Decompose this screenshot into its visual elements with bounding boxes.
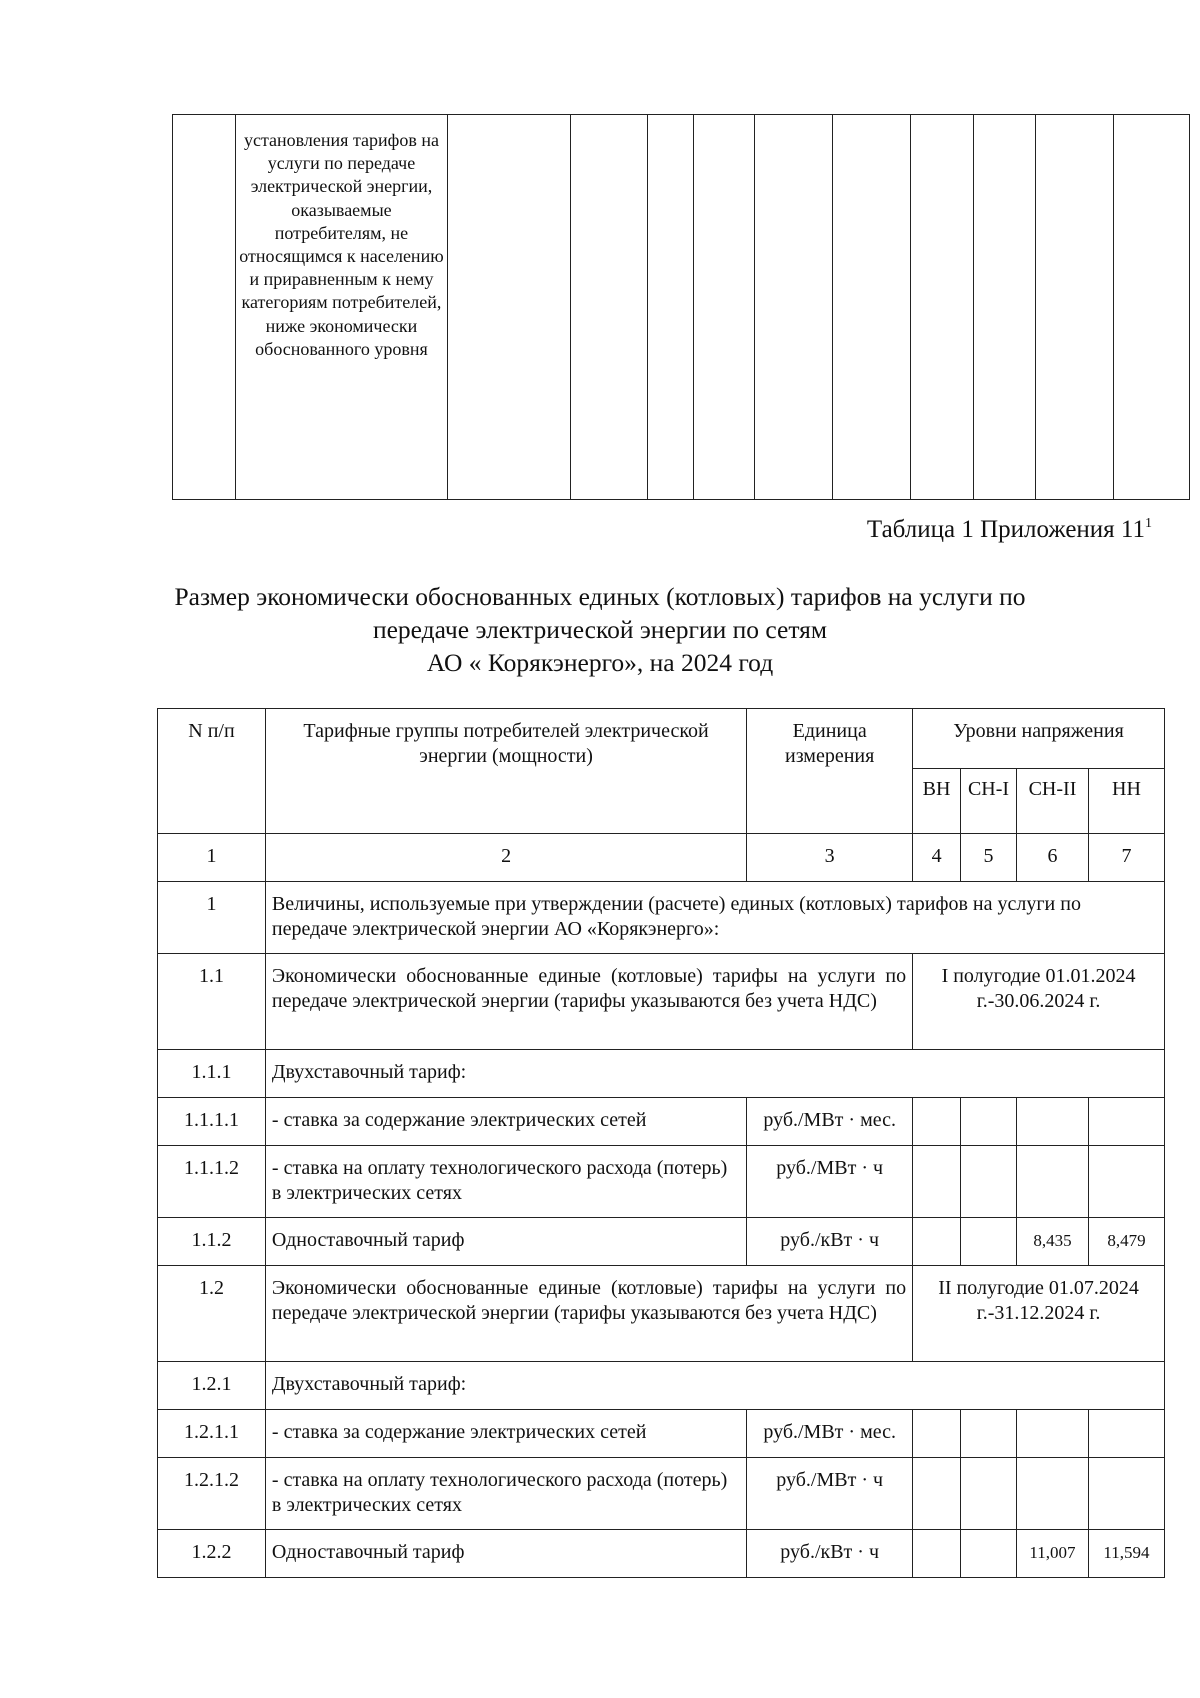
column-number: 7 bbox=[1088, 834, 1164, 882]
table-cell bbox=[832, 115, 910, 500]
header-row bbox=[158, 709, 1165, 769]
period-label: I полугодие 01.01.2024 г.-30.06.2024 г. bbox=[913, 954, 1165, 1050]
table-row bbox=[158, 1098, 1165, 1146]
column-number: 5 bbox=[961, 834, 1017, 882]
row-description: Двухставочный тариф: bbox=[265, 1362, 1164, 1410]
table-row bbox=[158, 954, 1165, 1050]
table-row bbox=[158, 1146, 1165, 1218]
table-cell bbox=[448, 115, 571, 500]
table-cell bbox=[694, 115, 755, 500]
table-cell bbox=[173, 115, 236, 500]
value-cell bbox=[913, 1530, 961, 1578]
row-description: Двухставочный тариф: bbox=[265, 1050, 1164, 1098]
table-cell bbox=[973, 115, 1036, 500]
unit-cell: руб./МВт · мес. bbox=[747, 1410, 913, 1458]
table-cell bbox=[1036, 115, 1114, 500]
col-header-unit: Единица измерения bbox=[747, 709, 913, 834]
table-cell bbox=[648, 115, 694, 500]
row-description: Экономически обоснованные единые (котловые) тарифы на услуги по передаче электрической энергии (тарифы указываются без учета НДС) bbox=[265, 954, 912, 1050]
row-number: 1.1 bbox=[158, 954, 266, 1050]
table-row bbox=[158, 1458, 1165, 1530]
row-number: 1.2.1 bbox=[158, 1362, 266, 1410]
row-number: 1.1.1.1 bbox=[158, 1098, 266, 1146]
row-description: Одноставочный тариф bbox=[265, 1530, 746, 1578]
title-line: Размер экономически обоснованных единых (котловых) тарифов на услуги по bbox=[174, 582, 1026, 611]
value-cell bbox=[1017, 1410, 1089, 1458]
column-number: 6 bbox=[1017, 834, 1089, 882]
value-cell bbox=[913, 1218, 961, 1266]
table-cell bbox=[1114, 115, 1190, 500]
row-description: - ставка на оплату технологического расхода (потерь) в электрических сетях bbox=[265, 1458, 746, 1530]
row-description: - ставка на оплату технологического расхода (потерь) в электрических сетях bbox=[265, 1146, 746, 1218]
value-sn2: 11,007 bbox=[1017, 1530, 1089, 1578]
value-cell bbox=[961, 1530, 1017, 1578]
col-header-vn: ВН bbox=[913, 769, 961, 834]
row-description: Одноставочный тариф bbox=[265, 1218, 746, 1266]
row-number: 1.2.1.2 bbox=[158, 1458, 266, 1530]
unit-cell: руб./кВт · ч bbox=[747, 1530, 913, 1578]
table-row bbox=[158, 1362, 1165, 1410]
value-cell bbox=[961, 1218, 1017, 1266]
value-sn2: 8,435 bbox=[1017, 1218, 1089, 1266]
value-cell bbox=[1088, 1458, 1164, 1530]
row-number: 1 bbox=[158, 882, 266, 954]
table-row bbox=[158, 1050, 1165, 1098]
unit-cell: руб./МВт · ч bbox=[747, 1458, 913, 1530]
column-number: 1 bbox=[158, 834, 266, 882]
period-label: II полугодие 01.07.2024 г.-31.12.2024 г. bbox=[913, 1266, 1165, 1362]
col-header-sn2: СН-II bbox=[1017, 769, 1089, 834]
value-cell bbox=[961, 1410, 1017, 1458]
table-caption bbox=[867, 516, 1152, 544]
value-nn: 8,479 bbox=[1088, 1218, 1164, 1266]
continuation-table bbox=[172, 114, 1190, 500]
col-header-groups: Тарифные группы потребителей электрической энергии (мощности) bbox=[265, 709, 746, 834]
row-number: 1.1.2 bbox=[158, 1218, 266, 1266]
column-number: 3 bbox=[747, 834, 913, 882]
unit-cell: руб./МВт · мес. bbox=[747, 1098, 913, 1146]
footnote-marker: 1 bbox=[1145, 516, 1152, 531]
title-line: АО « Корякэнерго», на 2024 год bbox=[426, 648, 774, 677]
row-number: 1.2.2 bbox=[158, 1530, 266, 1578]
value-cell bbox=[1088, 1146, 1164, 1218]
value-cell bbox=[1088, 1098, 1164, 1146]
title-line: передаче электрической энергии по сетям bbox=[372, 615, 828, 644]
row-number: 1.2.1.1 bbox=[158, 1410, 266, 1458]
value-cell bbox=[913, 1098, 961, 1146]
column-number-row bbox=[158, 834, 1165, 882]
unit-cell: руб./кВт · ч bbox=[747, 1218, 913, 1266]
unit-cell: руб./МВт · ч bbox=[747, 1146, 913, 1218]
col-header-num: N п/п bbox=[158, 709, 266, 834]
table-row bbox=[158, 1410, 1165, 1458]
page-title bbox=[0, 580, 1200, 679]
value-cell bbox=[961, 1458, 1017, 1530]
row-number: 1.1.1.2 bbox=[158, 1146, 266, 1218]
value-cell bbox=[961, 1146, 1017, 1218]
table-cell bbox=[570, 115, 648, 500]
table-row bbox=[158, 1218, 1165, 1266]
value-cell bbox=[1017, 1146, 1089, 1218]
caption-text: Таблица 1 Приложения 11 bbox=[866, 516, 1145, 543]
row-description: Величины, используемые при утверждении (расчете) единых (котловых) тарифов на услуги по передаче электрической энергии АО «Корякэнерго»: bbox=[265, 882, 1164, 954]
row-description: - ставка за содержание электрических сетей bbox=[265, 1410, 746, 1458]
col-header-nn: НН bbox=[1088, 769, 1164, 834]
value-cell bbox=[1017, 1098, 1089, 1146]
category-description: установления тарифов на услуги по передаче электрической энергии, оказываемые потребителям, не относящимся к населению и приравненным к нему категориям потребителей, ниже экономически обоснованного уровня bbox=[235, 115, 447, 500]
table-cell bbox=[755, 115, 833, 500]
row-description: Экономически обоснованные единые (котловые) тарифы на услуги по передаче электрической энергии (тарифы указываются без учета НДС) bbox=[265, 1266, 912, 1362]
value-cell bbox=[913, 1146, 961, 1218]
table-cell bbox=[910, 115, 973, 500]
table-row bbox=[173, 115, 1190, 500]
value-cell bbox=[961, 1098, 1017, 1146]
row-number: 1.2 bbox=[158, 1266, 266, 1362]
col-header-levels: Уровни напряжения bbox=[913, 709, 1165, 769]
table-row bbox=[158, 1530, 1165, 1578]
value-cell bbox=[1017, 1458, 1089, 1530]
tariff-table bbox=[157, 708, 1165, 1578]
value-nn: 11,594 bbox=[1088, 1530, 1164, 1578]
value-cell bbox=[913, 1410, 961, 1458]
table-row bbox=[158, 1266, 1165, 1362]
value-cell bbox=[913, 1458, 961, 1530]
value-cell bbox=[1088, 1410, 1164, 1458]
table-row bbox=[158, 882, 1165, 954]
row-number: 1.1.1 bbox=[158, 1050, 266, 1098]
column-number: 2 bbox=[265, 834, 746, 882]
column-number: 4 bbox=[913, 834, 961, 882]
row-description: - ставка за содержание электрических сетей bbox=[265, 1098, 746, 1146]
col-header-sn1: СН-I bbox=[961, 769, 1017, 834]
